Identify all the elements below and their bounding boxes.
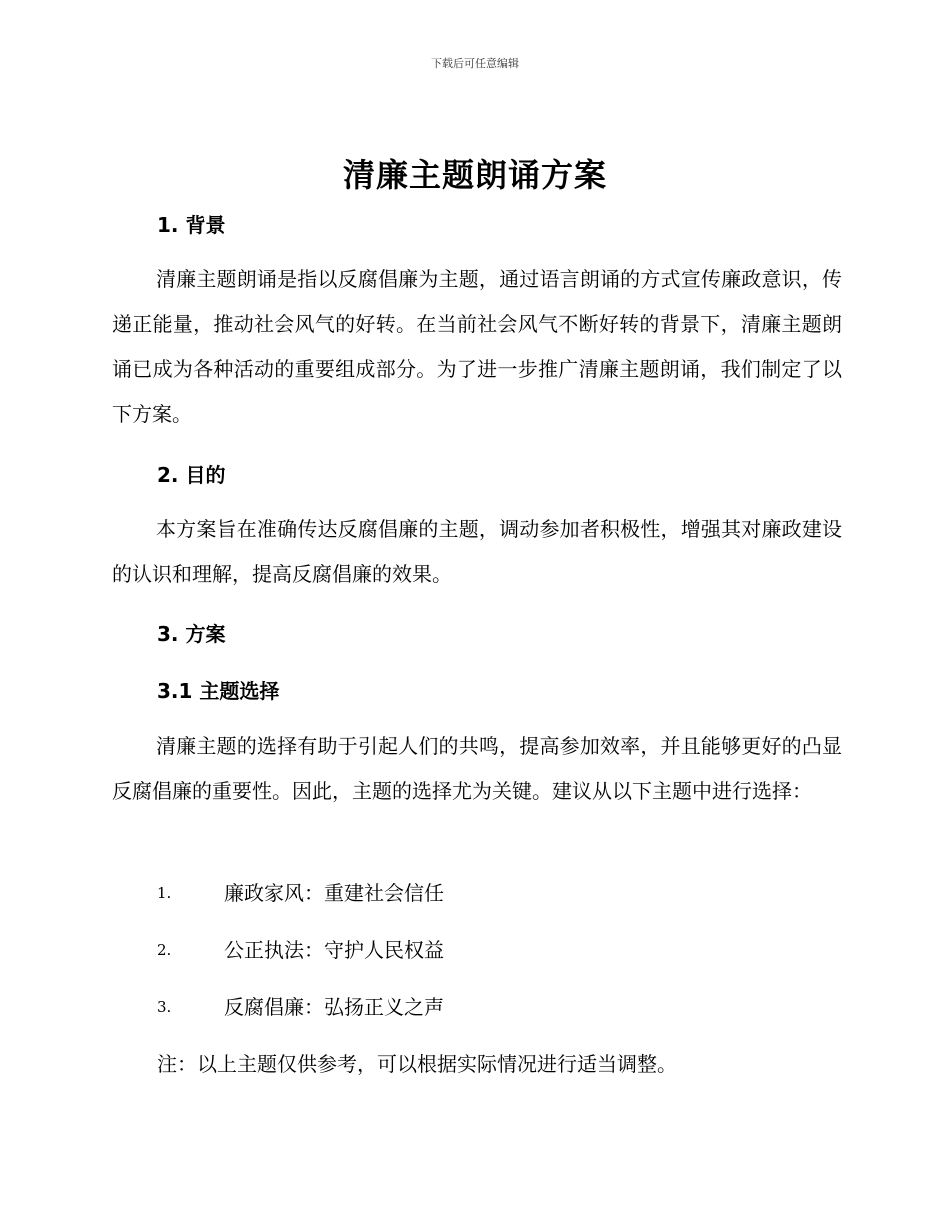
list-item-text: 廉政家风：重建社会信任 xyxy=(224,881,444,905)
theme-note: 注：以上主题仅供参考，可以根据实际情况进行适当调整。 xyxy=(157,1052,677,1076)
list-item-number: 1. xyxy=(157,884,172,902)
header-note: 下载后可任意编辑 xyxy=(431,57,519,70)
paragraph-background: 清廉主题朗诵是指以反腐倡廉为主题，通过语言朗诵的方式宣传廉政意识，传递正能量，推动社会风气的好转。在当前社会风气不断好转的背景下，清廉主题朗诵已成为各种活动的重要组成部分。为了进一步推广清廉主题朗诵，我们制定了以下方案。 xyxy=(112,267,842,426)
paragraph-theme-selection: 清廉主题的选择有助于引起人们的共鸣，提高参加效率，并且能够更好的凸显反腐倡廉的重要性。因此，主题的选择尤为关键。建议从以下主题中进行选择： xyxy=(112,734,842,803)
subsection-heading-theme-selection: 3.1 主题选择 xyxy=(157,679,280,703)
paragraph-purpose: 本方案旨在准确传达反腐倡廉的主题，调动参加者积极性，增强其对廉政建设的认识和理解，提高反腐倡廉的效果。 xyxy=(112,517,842,586)
list-item-text: 公正执法：守护人民权益 xyxy=(224,938,444,962)
section-heading-plan: 3. 方案 xyxy=(157,622,226,646)
list-item-text: 反腐倡廉：弘扬正义之声 xyxy=(224,995,444,1019)
document-title: 清廉主题朗诵方案 xyxy=(342,156,607,194)
section-heading-background: 1. 背景 xyxy=(157,213,226,237)
list-item-number: 2. xyxy=(157,941,172,959)
section-heading-purpose: 2. 目的 xyxy=(157,463,226,487)
list-item-number: 3. xyxy=(157,998,172,1016)
